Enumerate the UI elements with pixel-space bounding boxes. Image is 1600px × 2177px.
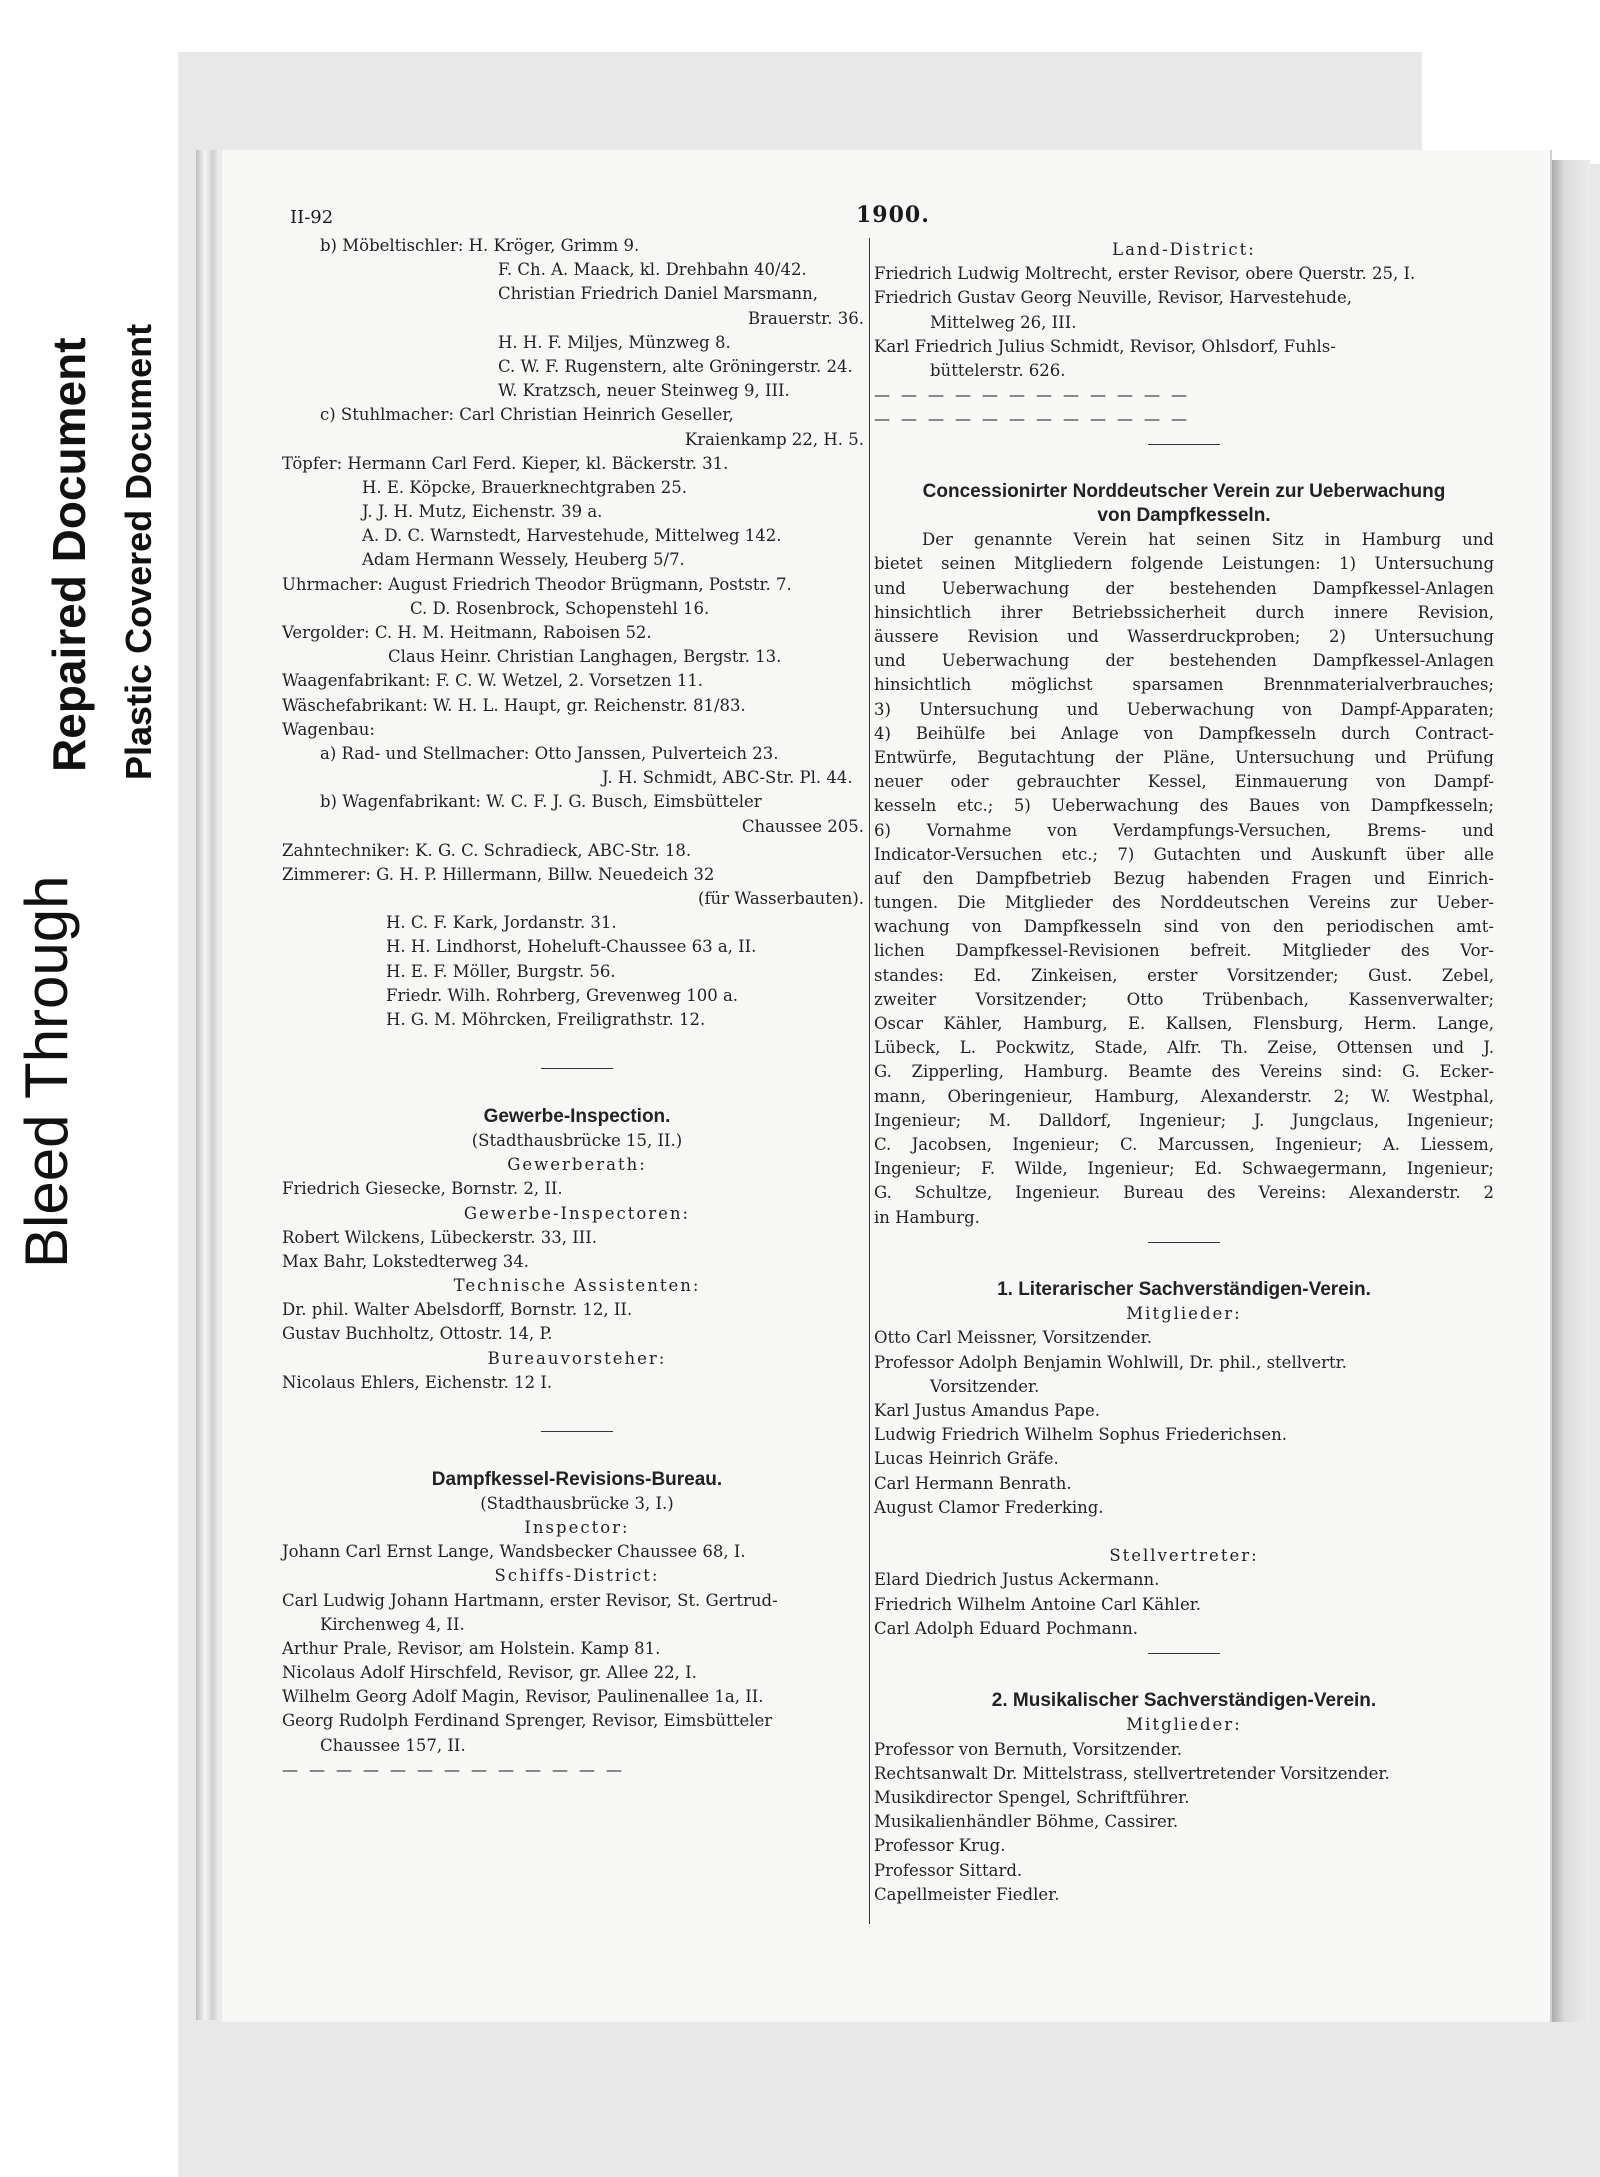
paragraph-line: auf den Dampfbetrieb Bezug habenden Fragen und Einrich- — [874, 868, 1494, 888]
member-line: Capellmeister Fiedler. — [874, 1884, 1060, 1904]
entry-line: Christian Friedrich Daniel Marsmann, — [498, 284, 819, 304]
subheading: Bureauvorsteher: — [487, 1348, 667, 1368]
entry-line: Karl Friedrich Julius Schmidt, Revisor, Ohlsdorf, Fuhls- — [874, 336, 1336, 356]
dash-line: ————————————— — [282, 1759, 633, 1779]
member-line: Lucas Heinrich Gräfe. — [874, 1449, 1059, 1469]
left-column — [282, 234, 872, 1782]
paragraph-line: in Hamburg. — [874, 1207, 980, 1227]
member-line: Carl Hermann Benrath. — [874, 1473, 1072, 1493]
entry-line: b) Möbeltischler: H. Kröger, Grimm 9. — [320, 236, 640, 255]
subheading: Mitglieder: — [1126, 1304, 1242, 1324]
member-line: Rechtsanwalt Dr. Mittelstrass, stellvertretender Vorsitzender. — [874, 1763, 1390, 1783]
entry-line: Chaussee 205. — [741, 816, 864, 836]
entry-line: Kraienkamp 22, H. 5. — [684, 429, 864, 449]
entry-line: H. E. Köpcke, Brauerknechtgraben 25. — [362, 477, 688, 497]
plastic-covered-label: Plastic Covered Document — [118, 323, 159, 780]
paragraph-line: mann, Oberingenieur, Hamburg, Alexanderstr. 2; W. Westphal, — [874, 1086, 1494, 1106]
subheading: Land-District: — [1112, 240, 1256, 259]
subheading: Mitglieder: — [1126, 1715, 1242, 1735]
member-line: Friedrich Wilhelm Antoine Carl Kähler. — [874, 1594, 1202, 1614]
entry-line: Friedrich Gustav Georg Neuville, Revisor, Harvestehude, — [874, 288, 1352, 308]
subheading: Gewerberath: — [507, 1155, 647, 1175]
member-line: Vorsitzender. — [930, 1376, 1040, 1396]
section-title-concessionirter-verein-2: von Dampfkesseln. — [1097, 505, 1271, 527]
paragraph-line: wachung von Dampfkesseln sind von den periodischen amt- — [874, 917, 1494, 937]
paragraph-line: tungen. Die Mitglieder des Norddeutschen Vereins zur Ueber- — [874, 893, 1494, 913]
paragraph-line: äussere Revision und Wasserdruckproben; 2) Untersuchung — [874, 627, 1494, 646]
entry-line: Friedrich Ludwig Moltrecht, erster Revisor, obere Querstr. 25, I. — [874, 264, 1416, 284]
page-number: II-92 — [290, 207, 334, 228]
entry-line: H. G. M. Möhrcken, Freiligrathstr. 12. — [386, 1010, 706, 1029]
entry-line: Robert Wilckens, Lübeckerstr. 33, III. — [282, 1227, 598, 1247]
entry-line: Kirchenweg 4, II. — [320, 1614, 465, 1634]
entry-line: Vergolder: C. H. M. Heitmann, Raboisen 52. — [282, 623, 652, 642]
member-line: Professor von Bernuth, Vorsitzender. — [874, 1739, 1183, 1759]
entry-line: Georg Rudolph Ferdinand Sprenger, Revisor, Eimsbütteler — [282, 1711, 773, 1731]
entry-line: Chaussee 157, II. — [320, 1735, 466, 1755]
paragraph-line: neuer oder gebrauchter Kessel, Einmauerung von Dampf- — [874, 772, 1494, 792]
section-separator — [874, 1230, 1494, 1254]
paragraph-line: hinsichtlich möglichst sparsamen Brennmaterialverbrauches; — [874, 675, 1494, 695]
entry-line: Friedrich Giesecke, Bornstr. 2, II. — [282, 1179, 563, 1199]
entry-line: Töpfer: Hermann Carl Ferd. Kieper, kl. Bäckerstr. 31. — [282, 453, 729, 473]
paragraph-line: Der genannte Verein hat seinen Sitz in Hamburg und — [922, 530, 1494, 550]
entry-line: Arthur Prale, Revisor, am Holstein. Kamp 81. — [282, 1638, 661, 1658]
paragraph-line: zweiter Vorsitzender; Otto Trübenbach, Kassenverwalter; — [874, 989, 1494, 1009]
member-line: Elard Diedrich Justus Ackermann. — [874, 1570, 1160, 1590]
entry-line: Wilhelm Georg Adolf Magin, Revisor, Paulinenallee 1a, II. — [282, 1687, 764, 1707]
entry-line: J. H. Schmidt, ABC-Str. Pl. 44. — [602, 768, 853, 788]
entry-line: Nicolaus Adolf Hirschfeld, Revisor, gr. Allee 22, I. — [282, 1663, 697, 1683]
subheading: Gewerbe-Inspectoren: — [463, 1203, 691, 1223]
paragraph-line: 3) Untersuchung und Ueberwachung von Dampf-Apparaten; — [874, 699, 1494, 719]
paragraph-line: C. Jacobsen, Ingenieur; C. Marcussen, Ingenieur; A. Liessem, — [874, 1134, 1494, 1154]
subheading: Technische Assistenten: — [453, 1276, 701, 1296]
paragraph-line: Oscar Kähler, Hamburg, E. Kallsen, Flensburg, Herm. Lange, — [874, 1014, 1494, 1033]
paragraph-line: 6) Vornahme von Verdampfungs-Versuchen, Brems- und — [874, 820, 1494, 840]
entry-line: H. H. F. Miljes, Münzweg 8. — [498, 332, 731, 352]
page-year: 1900. — [856, 202, 930, 228]
entry-line: Max Bahr, Lokstedterweg 34. — [282, 1251, 529, 1271]
entry-line: F. Ch. A. Maack, kl. Drehbahn 40/42. — [498, 260, 807, 280]
entry-line: Carl Ludwig Johann Hartmann, erster Revisor, St. Gertrud- — [282, 1590, 778, 1610]
subheading: Stellvertreter: — [1109, 1546, 1259, 1566]
section-separator — [874, 1641, 1494, 1665]
section-separator — [282, 1419, 872, 1443]
paragraph-line: hinsichtlich ihrer Betriebssicherheit durch innere Revision, — [874, 602, 1494, 622]
paragraph-line: G. Schultze, Ingenieur. Bureau des Vereins: Alexanderstr. 2 — [874, 1183, 1494, 1203]
dash-line: ———————————— — [874, 385, 1198, 405]
entry-line: C. W. F. Rugenstern, alte Gröningerstr. 24. — [498, 356, 853, 376]
paragraph-line: Ingenieur; M. Dalldorf, Ingenieur; J. Jungclaus, Ingenieur; — [874, 1110, 1494, 1130]
entry-line: Zahntechniker: K. G. C. Schradieck, ABC-Str. 18. — [282, 840, 692, 860]
dash-line: ———————————— — [874, 409, 1198, 429]
paragraph-line: Lübeck, L. Pockwitz, Stade, Alfr. Th. Zeise, Ottensen und J. — [874, 1038, 1494, 1058]
entry-line: Nicolaus Ehlers, Eichenstr. 12 I. — [282, 1372, 553, 1392]
section-title-concessionirter-verein: Concessionirter Norddeutscher Verein zur Ueberwachung — [922, 480, 1446, 502]
paragraph-line: kesseln etc.; 5) Ueberwachung des Baues von Dampfkesseln; — [874, 796, 1494, 816]
entry-line: H. E. F. Möller, Burgstr. 56. — [386, 961, 616, 981]
scanner-flap — [1422, 52, 1600, 164]
repaired-document-label: Repaired Document — [43, 337, 95, 772]
member-line: Ludwig Friedrich Wilhelm Sophus Friederichsen. — [874, 1425, 1287, 1445]
section-title-musikalischer-verein: 2. Musikalischer Sachverständigen-Verein. — [991, 1690, 1377, 1712]
entry-line: H. H. Lindhorst, Hoheluft-Chaussee 63 a, II. — [386, 937, 757, 957]
entry-line: Johann Carl Ernst Lange, Wandsbecker Chaussee 68, I. — [282, 1542, 746, 1562]
section-address: (Stadthausbrücke 15, II.) — [471, 1130, 683, 1150]
page-gutter-shadow — [1548, 160, 1590, 2022]
paragraph-line: und Ueberwachung der bestehenden Dampfkessel-Anlagen — [874, 651, 1494, 671]
entry-line: (für Wasserbauten). — [698, 889, 864, 909]
member-line: Professor Sittard. — [874, 1860, 1023, 1880]
entry-line: Wagenbau: — [282, 719, 375, 739]
section-title-gewerbe-inspection: Gewerbe-Inspection. — [483, 1105, 671, 1127]
entry-line: b) Wagenfabrikant: W. C. F. J. G. Busch, Eimsbütteler — [320, 792, 762, 812]
paragraph-line: G. Zipperling, Hamburg. Beamte des Vereins sind: G. Ecker- — [874, 1062, 1494, 1082]
entry-line: Claus Heinr. Christian Langhagen, Bergstr. 13. — [388, 647, 782, 667]
entry-line: H. C. F. Kark, Jordanstr. 31. — [386, 913, 617, 933]
entry-line: Zimmerer: G. H. P. Hillermann, Billw. Neuedeich 32 — [282, 864, 715, 884]
entry-line: Waagenfabrikant: F. C. W. Wetzel, 2. Vorsetzen 11. — [282, 671, 704, 691]
document-page — [222, 150, 1552, 2022]
member-line: Professor Adolph Benjamin Wohlwill, Dr. phil., stellvertr. — [874, 1352, 1347, 1372]
entry-line: c) Stuhlmacher: Carl Christian Heinrich Geseller, — [320, 405, 734, 425]
entry-line: Friedr. Wilh. Rohrberg, Grevenweg 100 a. — [386, 985, 739, 1005]
member-line: Musikdirector Spengel, Schriftführer. — [874, 1788, 1190, 1807]
section-separator — [874, 432, 1494, 456]
member-line: August Clamor Frederking. — [874, 1497, 1104, 1517]
member-line: Carl Adolph Eduard Pochmann. — [874, 1618, 1138, 1638]
right-column — [874, 238, 1494, 1907]
bleed-through-label: Bleed Through — [13, 875, 80, 1268]
entry-line: Gustav Buchholtz, Ottostr. 14, P. — [282, 1324, 553, 1344]
entry-line: J. J. H. Mutz, Eichenstr. 39 a. — [362, 502, 603, 522]
member-line: Musikalienhändler Böhme, Cassirer. — [874, 1812, 1179, 1832]
section-title-dampfkessel-bureau: Dampfkessel-Revisions-Bureau. — [431, 1468, 723, 1490]
entry-line: Mittelweg 26, III. — [930, 312, 1077, 332]
paragraph-line: lichen Dampfkessel-Revisionen befreit. Mitglieder des Vor- — [874, 941, 1494, 961]
entry-line: C. D. Rosenbrock, Schopenstehl 16. — [410, 598, 710, 618]
member-line: Karl Justus Amandus Pape. — [874, 1401, 1100, 1420]
section-separator — [282, 1056, 872, 1080]
entry-line: Dr. phil. Walter Abelsdorff, Bornstr. 12, II. — [282, 1300, 633, 1320]
entry-line: W. Kratzsch, neuer Steinweg 9, III. — [498, 381, 790, 401]
entry-line: Wäschefabrikant: W. H. L. Haupt, gr. Reichenstr. 81/83. — [282, 695, 746, 715]
subheading: Schiffs-District: — [494, 1566, 660, 1586]
entry-line: Brauerstr. 36. — [747, 308, 864, 328]
member-line: Professor Krug. — [874, 1836, 1006, 1856]
section-title-literarischer-verein: 1. Literarischer Sachverständigen-Verein. — [997, 1279, 1371, 1301]
paragraph-line: 4) Beihülfe bei Anlage von Dampfkesseln durch Contract- — [874, 723, 1494, 743]
entry-line: büttelerstr. 626. — [930, 360, 1066, 380]
paragraph-line: standes: Ed. Zinkeisen, erster Vorsitzender; Gust. Zebel, — [874, 965, 1494, 985]
entry-line: A. D. C. Warnstedt, Harvestehude, Mittelweg 142. — [362, 526, 782, 546]
entry-line: Adam Hermann Wessely, Heuberg 5/7. — [362, 550, 685, 570]
paragraph-line: und Ueberwachung der bestehenden Dampfkessel-Anlagen — [874, 578, 1494, 598]
paragraph-line: bietet seinen Mitgliedern folgende Leistungen: 1) Untersuchung — [874, 554, 1494, 574]
paragraph-line: Ingenieur; F. Wilde, Ingenieur; Ed. Schwaegermann, Ingenieur; — [874, 1159, 1494, 1179]
paragraph-line: Indicator-Versuchen etc.; 7) Gutachten und Auskunft über alle — [874, 844, 1494, 864]
section-address: (Stadthausbrücke 3, I.) — [480, 1493, 674, 1513]
paragraph-line: Entwürfe, Begutachtung der Pläne, Untersuchung und Prüfung — [874, 747, 1494, 767]
entry-line: Uhrmacher: August Friedrich Theodor Brügmann, Poststr. 7. — [282, 574, 792, 594]
subheading: Inspector: — [524, 1517, 630, 1537]
member-line: Otto Carl Meissner, Vorsitzender. — [874, 1328, 1152, 1348]
entry-line: a) Rad- und Stellmacher: Otto Janssen, Pulverteich 23. — [320, 743, 779, 763]
